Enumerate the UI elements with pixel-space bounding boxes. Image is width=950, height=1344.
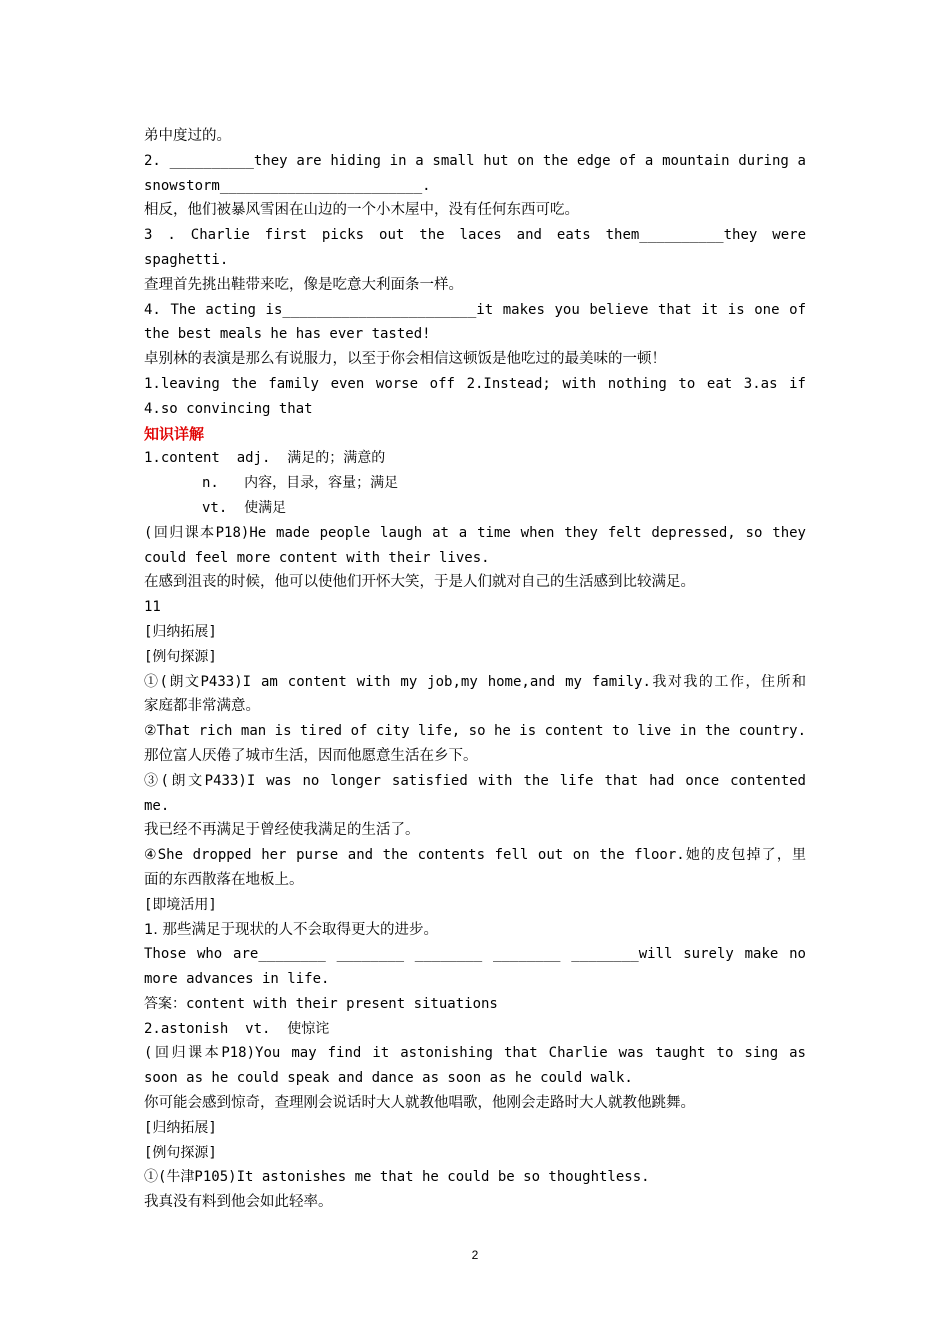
text-line: 1. 那些满足于现状的人不会取得更大的进步。 (144, 921, 438, 938)
text-line: [归纳拓展] (144, 623, 217, 640)
text-line: 2.astonish vt. 使惊诧 (144, 1020, 330, 1037)
text-line: 答案：content with their present situations (144, 995, 498, 1012)
text-line: 家庭都非常满意。 (144, 698, 260, 715)
text-line: ①(朗文P433)I am content with my job,my home,and my family.我对我的工作，住所和 (144, 673, 806, 690)
text-line: spaghetti. (144, 251, 229, 268)
text-line: 4. The acting is_______________________it makes you believe that it is one of (144, 301, 806, 318)
text-line: me. (144, 797, 170, 814)
text-line: 11 (144, 599, 161, 616)
text-line: ①(牛津P105)It astonishes me that he could be so thoughtless. (144, 1169, 650, 1186)
text-line: n. 内容，目录，容量；满足 (202, 475, 399, 492)
text-line: more advances in life. (144, 971, 330, 988)
text-line: 在感到沮丧的时候，他可以使他们开怀大笑，于是人们就对自己的生活感到比较满足。 (144, 574, 695, 591)
text-line: vt. 使满足 (202, 499, 287, 516)
text-line: 3 . Charlie first picks out the laces and eats them__________they were (144, 227, 806, 244)
text-line: 弟中度过的。 (144, 128, 231, 144)
text-line: (回归课本P18)He made people laugh at a time when they felt depressed, so they (144, 524, 806, 541)
text-line: snowstorm________________________. (144, 177, 431, 194)
text-line: 面的东西散落在地板上。 (144, 871, 304, 888)
text-line: the best meals he has ever tasted! (144, 326, 431, 343)
text-line: [例句探源] (144, 648, 217, 665)
text-line: 我已经不再满足于曾经使我满足的生活了。 (144, 822, 420, 839)
text-line: Those who are________ ________ ________ ________ ________will surely make no (144, 946, 806, 963)
text-line: [即境活用] (144, 896, 217, 913)
text-line: could feel more content with their lives. (144, 549, 490, 566)
text-line: 2. __________they are hiding in a small hut on the edge of a mountain during a (144, 152, 806, 169)
text-line: 那位富人厌倦了城市生活，因而他愿意生活在乡下。 (144, 747, 478, 764)
text-line: 我真没有料到他会如此轻率。 (144, 1194, 333, 1211)
text-line: 1.content adj. 满足的；满意的 (144, 450, 386, 467)
text-line: 1.leaving the family even worse off 2.Instead; with nothing to eat 3.as if (144, 375, 806, 392)
text-line: ②That rich man is tired of city life, so he is content to live in the country. (144, 723, 806, 740)
text-line: [例句探源] (144, 1144, 217, 1161)
text-line: ④She dropped her purse and the contents fell out on the floor.她的皮包掉了，里 (144, 847, 806, 864)
text-line: 你可能会感到惊奇，查理刚会说话时大人就教他唱歌，他刚会走路时大人就教他跳舞。 (144, 1095, 695, 1112)
text-line: [归纳拓展] (144, 1119, 217, 1136)
text-line: 卓别林的表演是那么有说服力，以至于你会相信这顿饭是他吃过的最美味的一顿！ (144, 351, 666, 368)
text-line: (回归课本P18)You may find it astonishing that Charlie was taught to sing as (144, 1045, 806, 1062)
text-line: 查理首先挑出鞋带来吃，像是吃意大利面条一样。 (144, 276, 463, 293)
text-line: ③(朗文P433)I was no longer satisfied with the life that had once contented (144, 772, 806, 789)
text-line: 4.so convincing that (144, 400, 313, 417)
page-number: 2 (471, 1248, 479, 1262)
text-line: 相反，他们被暴风雪困在山边的一个小木屋中，没有任何东西可吃。 (144, 202, 579, 219)
text-line: 知识详解 (144, 424, 205, 443)
text-line: soon as he could speak and dance as soon as he could walk. (144, 1070, 633, 1087)
document-body (144, 124, 806, 1215)
